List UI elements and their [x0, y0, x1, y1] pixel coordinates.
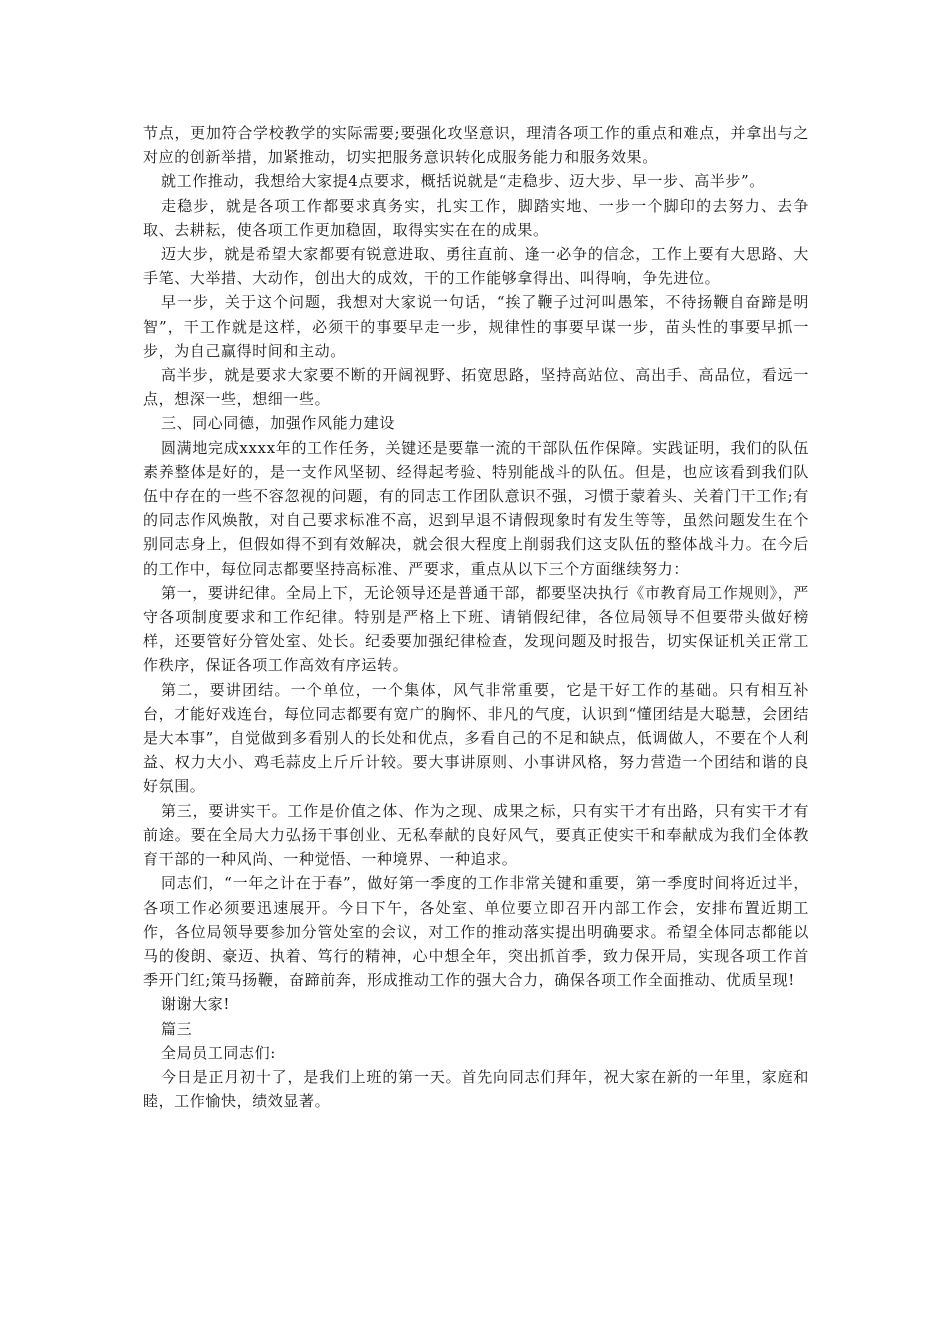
paragraph: 同志们，“一年之计在于春”，做好第一季度的工作非常关键和重要，第一季度时间将近过半，各项工作必须要迅速展开。今日下午，各处室、单位要立即召开内部工作会，安排布置近期工作，各位局领导要参加分管处室的会议，对工作的推动落实提出明确要求。希望全体同志都能以马的俊朗、豪迈、执着、笃行的精神，心中想全年，突出抓首季，致力保开局，实现各项工作首季开门红;策马扬鞭，奋蹄前奔，形成推动工作的强大合力，确保各项工作全面推动、优质呈现!	[143, 874, 809, 990]
part-heading: 篇三	[161, 1019, 193, 1038]
paragraph: 走稳步，就是各项工作都要求真务实，扎实工作，脚踏实地、一步一个脚印的去努力、去争取、去耕耘，使各项工作更加稳固，取得实实在在的成果。	[143, 196, 809, 239]
paragraph: 就工作推动，我想给大家提4点要求，概括说就是“走稳步、迈大步、早一步、高半步”。	[161, 172, 765, 191]
paragraph: 高半步，就是要求大家要不断的开阔视野、拓宽思路，坚持高站位、高出手、高品位，看远一点，想深一些，想细一些。	[143, 366, 809, 409]
document-body	[143, 121, 809, 1113]
paragraph: 第二，要讲团结。一个单位，一个集体，风气非常重要，它是干好工作的基础。只有相互补台，才能好戏连台，每位同志都要有宽广的胸怀、非凡的气度，认识到“懂团结是大聪慧，会团结是大本事”，自觉做到多看别人的长处和优点，多看自己的不足和缺点，低调做人，不要在个人利益、权力大小、鸡毛蒜皮上斤斤计较。要大事讲原则、小事讲风格，努力营造一个团结和谐的良好氛围。	[143, 680, 809, 796]
paragraph: 第三，要讲实干。工作是价值之体、作为之现、成果之标，只有实干才有出路，只有实干才有前途。要在全局大力弘扬干事创业、无私奉献的良好风气，要真正使实干和奉献成为我们全体教育干部的一种风尚、一种觉悟、一种境界、一种追求。	[143, 801, 809, 869]
paragraph: 第一，要讲纪律。全局上下，无论领导还是普通干部，都要坚决执行《市教育局工作规则》，严守各项制度要求和工作纪律。特别是严格上下班、请销假纪律，各位局领导不但要带头做好榜样，还要管好分管处室、处长。纪委要加强纪律检查，发现问题及时报告，切实保证机关正常工作秩序，保证各项工作高效有序运转。	[143, 583, 809, 675]
paragraph: 今日是正月初十了，是我们上班的第一天。首先向同志们拜年，祝大家在新的一年里，家庭和睦，工作愉快，绩效显著。	[143, 1067, 809, 1111]
paragraph: 圆满地完成xxxx年的工作任务，关键还是要靠一流的干部队伍作保障。实践证明，我们的队伍素养整体是好的，是一支作风坚韧、经得起考验、特别能战斗的队伍。但是，也应该看到我们队伍中存在的一些不容忽视的问题，有的同志工作团队意识不强，习惯于蒙着头、关着门干工作;有的同志作风焕散，对自己要求标准不高，迟到早退不请假现象时有发生等等，虽然问题发生在个别同志身上，但假如得不到有效解决，就会很大程度上削弱我们这支队伍的整体战斗力。在今后的工作中，每位同志都要坚持高标准、严要求，重点从以下三个方面继续努力：	[143, 438, 809, 578]
salutation: 全局员工同志们:	[161, 1043, 276, 1062]
closing-line: 谢谢大家!	[161, 995, 231, 1014]
paragraph: 节点，更加符合学校教学的实际需要;要强化攻坚意识，理清各项工作的重点和难点，并拿出与之对应的创新举措，加紧推动，切实把服务意识转化成服务能力和服务效果。	[143, 124, 809, 167]
paragraph: 早一步，关于这个问题，我想对大家说一句话，“挨了鞭子过河叫愚笨，不待扬鞭自奋蹄是明智”，干工作就是这样，必须干的事要早走一步，规律性的事要早谋一步，苗头性的事要早抓一步，为自己赢得时间和主动。	[143, 293, 809, 360]
section-heading: 三、同心同德，加强作风能力建设	[161, 414, 396, 433]
paragraph: 迈大步，就是希望大家都要有锐意进取、勇往直前、逢一必争的信念，工作上要有大思路、大手笔、大举措、大动作，创出大的成效，干的工作能够拿得出、叫得响，争先进位。	[143, 245, 809, 288]
